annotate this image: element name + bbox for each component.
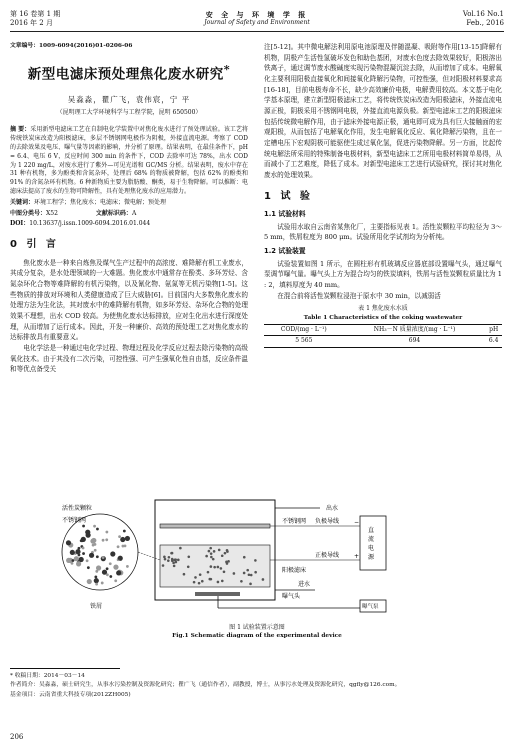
filter-particle xyxy=(109,575,112,578)
bed-particle xyxy=(170,552,173,555)
bed-particle xyxy=(217,566,220,569)
filter-particle xyxy=(72,559,75,562)
bed-particle xyxy=(249,583,252,586)
table-1-caption: 表 1 焦化废水水质 Table 1 Characteristics of the coking wastewater xyxy=(303,305,463,321)
filter-particle xyxy=(120,537,125,542)
filter-particle xyxy=(93,525,96,528)
table-header: pH xyxy=(485,324,502,336)
bed-particle xyxy=(248,573,251,576)
filter-particle xyxy=(118,557,121,560)
affiliation: （昆明理工大学环境科学与工程学院，昆明 650500） xyxy=(56,108,202,116)
filter-particle xyxy=(94,576,97,579)
filter-particle xyxy=(82,525,85,528)
bed-particle xyxy=(243,556,246,559)
article-number: 文章编号：1009-6094(2016)01-0206-06 xyxy=(10,43,133,49)
bed-particle xyxy=(208,550,211,553)
filter-particle xyxy=(87,579,92,584)
table-header: COD/(mg · L⁻¹) xyxy=(264,324,344,336)
bed-particle xyxy=(162,564,165,567)
filter-particle xyxy=(125,536,130,541)
label-negative-wire: 负极导线 xyxy=(315,518,340,525)
label-outlet: 出水 xyxy=(326,505,339,512)
journal-name: 安 全 与 环 境 学 报 Journal of Safety and Environment xyxy=(204,10,310,27)
bed-particle xyxy=(254,559,257,562)
bed-particle xyxy=(164,558,167,561)
filter-particle xyxy=(105,531,108,534)
figure-1-caption: 图 1 试验装置示意图 Fig.1 Schematic diagram of the experimental device xyxy=(172,624,342,639)
bed-particle xyxy=(218,549,221,552)
table-cell: 694 xyxy=(344,336,486,348)
filter-particle xyxy=(96,555,99,558)
bed-particle xyxy=(223,570,226,573)
filter-particle xyxy=(109,562,112,565)
bed-particle xyxy=(224,552,227,555)
figure-1-diagram xyxy=(60,490,460,615)
label-positive-wire: 正极导线 xyxy=(315,552,340,559)
label-dc-2: 流 xyxy=(368,536,375,543)
bed-particle xyxy=(173,559,176,562)
bed-particle xyxy=(168,556,171,559)
filter-particle xyxy=(117,545,120,548)
intro-paragraph-2: 电化学法是一种通过电化学过程、物理过程及化学反应过程去除污染物的高级氧化技术。由于其没有二次污染，可控性强、可产生强氧化性自由基，反应条件温和等优点备受关 xyxy=(10,344,248,374)
bed-particle xyxy=(199,573,202,576)
filter-particle xyxy=(96,565,101,570)
filter-particle xyxy=(102,539,105,542)
bed-particle xyxy=(193,581,196,584)
filter-particle xyxy=(118,535,121,538)
subsection-1-1: 1.1 试验材料 xyxy=(264,209,306,218)
filter-particle xyxy=(106,567,109,570)
journal-header xyxy=(10,8,504,32)
table-cell: 6.4 xyxy=(485,336,502,348)
volume-info: Vol.16 No.1 Feb., 2016 xyxy=(462,10,504,28)
intro-heading: 0 引 言 xyxy=(10,238,59,250)
filter-particle xyxy=(116,570,121,575)
issue-info: 第 16 卷第 1 期 2016 年 2 月 xyxy=(10,10,61,28)
bed-particle xyxy=(171,559,174,562)
abstract: 摘 要：采用新型电滤床工艺在自制电化学装置中对焦化废水进行了预处理试验。该工艺将传统铁炭床改造为阳极滤床，多层不锈钢网电极作为阴极，外接直流电源。考察了 COD 的去除效果及电压、曝气量等因素的影响，并分析了原理。结果表明，在最佳条件下，pH = 6.4、电压 6 V，反应时间 300 min 的条件下，COD 去除率可达 78%，出水 COD 为 1 220 mg/L，对废水进行了紫外—可见光谱和 GC/MS 分析。结果表明，废水中存在 31 种有机物，多为酚类和含氮杂环，处理后 68% 的物质被降解，包括 62% 的酚类和 91% 的含氮杂环有机物。6 种新物质主要为脂肪酸、酮类，易于生物降解。可以推断：电滤床法提高了废水的生物可降解性，具有处理焦化废水的应用潜力。 xyxy=(10,126,248,196)
bed-particle xyxy=(217,581,220,584)
inset-leader xyxy=(138,552,160,560)
bed-particle xyxy=(210,565,213,568)
filter-particle xyxy=(76,561,81,566)
filter-particle xyxy=(74,556,79,561)
doi: DOI：10.13637/j.issn.1009-6094.2016.01.044 xyxy=(10,220,151,228)
bed-particle xyxy=(227,560,230,563)
filter-particle xyxy=(66,558,71,563)
filter-particle xyxy=(82,552,85,555)
footnote-rule xyxy=(10,668,120,669)
filter-particle xyxy=(110,551,115,556)
filter-particle xyxy=(70,550,75,555)
bed-particle xyxy=(250,574,253,577)
label-dc-1: 直 xyxy=(368,527,375,534)
dc-power-supply xyxy=(360,516,386,570)
filter-particle xyxy=(82,547,85,550)
filter-particle xyxy=(126,565,129,568)
bed-particle xyxy=(209,547,212,550)
bed-particle xyxy=(175,561,178,564)
filter-particle xyxy=(114,579,117,582)
filter-particle xyxy=(106,573,109,576)
label-plus: + xyxy=(354,553,360,560)
filter-particle xyxy=(124,544,127,547)
filter-particle xyxy=(80,539,83,542)
bed-particle xyxy=(221,580,224,583)
filter-particle xyxy=(105,538,108,541)
bed-particle xyxy=(167,559,170,562)
bed-particle xyxy=(254,571,257,574)
intro-paragraph-1: 焦化废水是一种来自炼焦及煤气生产过程中的高浓度、难降解有机工业废水，其成分复杂，是水处理领域的一大难题。焦化废水中通常存在酚类、多环芳烃、含氮杂环化合物等难降解的有机污染物，以及氰化物、氨氮等无机污染物[1-5]。这些物质的排放对环境和人类健康造成了巨大威胁[6]。目前国内大多数焦化废水的处理方法为生化法，其对废水中的难降解有机物，如多环芳烃、杂环化合物的处理效果不理想，出水 COD 较高。为使焦化废水达标排放，应对生化出水进行深度处理，从而增加了运行成本。因此，开发一种廉价、高效的预处理工艺对焦化废水的达标排放具有重要意义。 xyxy=(10,258,248,342)
bed-particle xyxy=(172,562,175,565)
bed-particle xyxy=(201,580,204,583)
bed-particle xyxy=(210,556,213,559)
bed-particle xyxy=(210,578,213,581)
bed-particle xyxy=(187,565,190,568)
filter-particle xyxy=(90,539,95,544)
filter-particle xyxy=(94,549,97,552)
bed-particle xyxy=(220,567,223,570)
bed-particle xyxy=(221,554,224,557)
bed-particle xyxy=(213,566,216,569)
filter-particle xyxy=(123,530,126,533)
right-paragraph-1: 注[5-12]。其中微电解法利用原电池原理及伴随混凝、吸附等作用[13-15]降解有机物，阴极产生活性氢破坏发色和助色基团，对废水色度去除效果较好，阳极溶出铁离子，通过调节废水酸碱度实现污染物混凝沉淀去除，从而增加了成本。电解氧化主要利用阳极直接氧化和间接氧化降解污染物，可控性强，但对阳极材料要求高[16-18]，目前电极寿命不长，缺少高效廉价电极，电解费用较高。本文基于电化学基本原理，建立新型阳极滤床工艺，将传统铁炭床改造为阳极滤床，外接直流电源正极，阴极采用不锈钢网电极，外接直流电源负极。新型电滤床工艺的阳极滤床包括传统微电解作用，由于滤床外接电源正极，通电即可成为具有巨大接触面的宏观阳极，从而包括了电解氧化作用，发生电解氧化反应、氧化降解污染物，且在一定槽电压下宏观阴极可能驱使生成过氧化氢，促进污染物降解。另一方面，比起传统电解法所采用的特殊制备电极材料，新型电滤床工艺所用电极材料简单易得，从而减小了工艺难度，降低了成本。对新型电滤床工艺进行试验研究，探讨其对焦化废水的处理效果。 xyxy=(264,43,502,180)
filter-particle xyxy=(101,582,104,585)
label-dc-3: 电 xyxy=(368,545,375,552)
paragraph-1-2: 试验装置如图 1 所示，在圆柱形有机玻璃反应器底部设置曝气头，通过曝气泵调节曝气量。曝气头上方为混合均匀的铁炭填料，铁屑与活性炭颗粒质量比为 1 : 2，填料厚度为 40 mm。 xyxy=(264,259,502,289)
paragraph-1-2b: 在混合前将活性炭颗粒浸泡于原水中 30 min，以减弱活 xyxy=(277,291,441,300)
label-pump: 曝气泵 xyxy=(362,604,379,610)
bed-particle xyxy=(194,576,197,579)
bed-particle xyxy=(243,572,246,575)
filter-particle xyxy=(66,540,71,545)
left-column xyxy=(10,42,248,375)
label-minus: − xyxy=(354,519,360,526)
filter-particle xyxy=(96,528,99,531)
authors: 吴淼淼，瞿广飞，袁伟宸，宁 平 xyxy=(67,94,191,104)
bed-particle xyxy=(177,559,180,562)
label-cathode-plate: 不锈钢网 xyxy=(282,518,307,525)
keywords: 关键词：环境工程学；焦化废水；电滤床；微电解；预处理 xyxy=(10,199,167,207)
bed-particle xyxy=(205,555,208,558)
label-iron: 铁屑 xyxy=(90,603,103,610)
label-mesh: 不锈钢网 xyxy=(62,517,87,524)
table-header: NH₃－N 质量浓度/(mg · L⁻¹) xyxy=(344,324,486,336)
bed-particle xyxy=(179,547,182,550)
bed-particle xyxy=(163,556,166,559)
bed-particle xyxy=(226,549,229,552)
bed-particle xyxy=(210,552,213,555)
label-carbon: 活性炭颗粒 xyxy=(62,505,93,512)
bed-particle xyxy=(183,573,186,576)
filter-particle xyxy=(95,570,98,573)
bed-particle xyxy=(187,555,190,558)
label-dc-4: 源 xyxy=(368,554,375,561)
classification: 中图分类号：X52 文献标识码：A xyxy=(10,209,137,217)
footnote: * 收稿日期：2014－03－14 作者简介：吴淼淼，硕士研究生，从事水污染控制及资源化研究；瞿广飞（通信作者），副教授，博士，从事污水处理及资源化研究，qgfly@126.com。 基金项目：云南省重大科技专项(2012ZH005) xyxy=(10,668,504,700)
table-1 xyxy=(264,324,502,348)
table-cell: 5 565 xyxy=(264,336,344,348)
bed-particle xyxy=(212,558,215,561)
filter-particle xyxy=(113,565,118,570)
filter-particle xyxy=(86,533,91,538)
aerator-bar xyxy=(195,592,240,596)
bed-particle xyxy=(226,562,229,565)
filter-particle xyxy=(102,556,105,559)
bed-particle xyxy=(262,578,265,581)
bed-particle xyxy=(213,550,216,553)
filter-particle xyxy=(94,578,99,583)
filter-particle xyxy=(89,553,94,558)
filter-particle xyxy=(92,544,95,547)
page-number: 206 xyxy=(10,733,24,741)
filter-particle xyxy=(79,557,84,562)
paper-title: 新型电滤床预处理焦化废水研究* xyxy=(27,62,231,83)
bed-particle xyxy=(198,582,201,585)
bed-particle xyxy=(173,565,176,568)
label-inlet: 进水 xyxy=(298,581,311,588)
filter-particle xyxy=(87,566,90,569)
filter-particle xyxy=(86,559,89,562)
bed-particle xyxy=(246,569,249,572)
section-1-heading: 1 试 验 xyxy=(264,190,313,202)
cathode-mesh-plate xyxy=(160,524,270,528)
label-aerator: 曝气头 xyxy=(282,593,301,600)
paragraph-1-1: 试验用水取自云南省某焦化厂，主要指标见表 1。活性炭颗粒平均粒径为 3～5 mm，铁屑粒度为 800 μm。试验所用化学试剂均为分析纯。 xyxy=(264,222,502,242)
subsection-1-2: 1.2 试验装置 xyxy=(264,246,306,255)
right-column xyxy=(264,42,502,348)
filter-particle xyxy=(95,583,98,586)
filter-particle xyxy=(75,549,80,554)
label-anode-bed: 阳极滤床 xyxy=(282,567,307,574)
bed-particle xyxy=(240,580,243,583)
bed-particle xyxy=(207,571,210,574)
bed-particle xyxy=(233,572,236,575)
